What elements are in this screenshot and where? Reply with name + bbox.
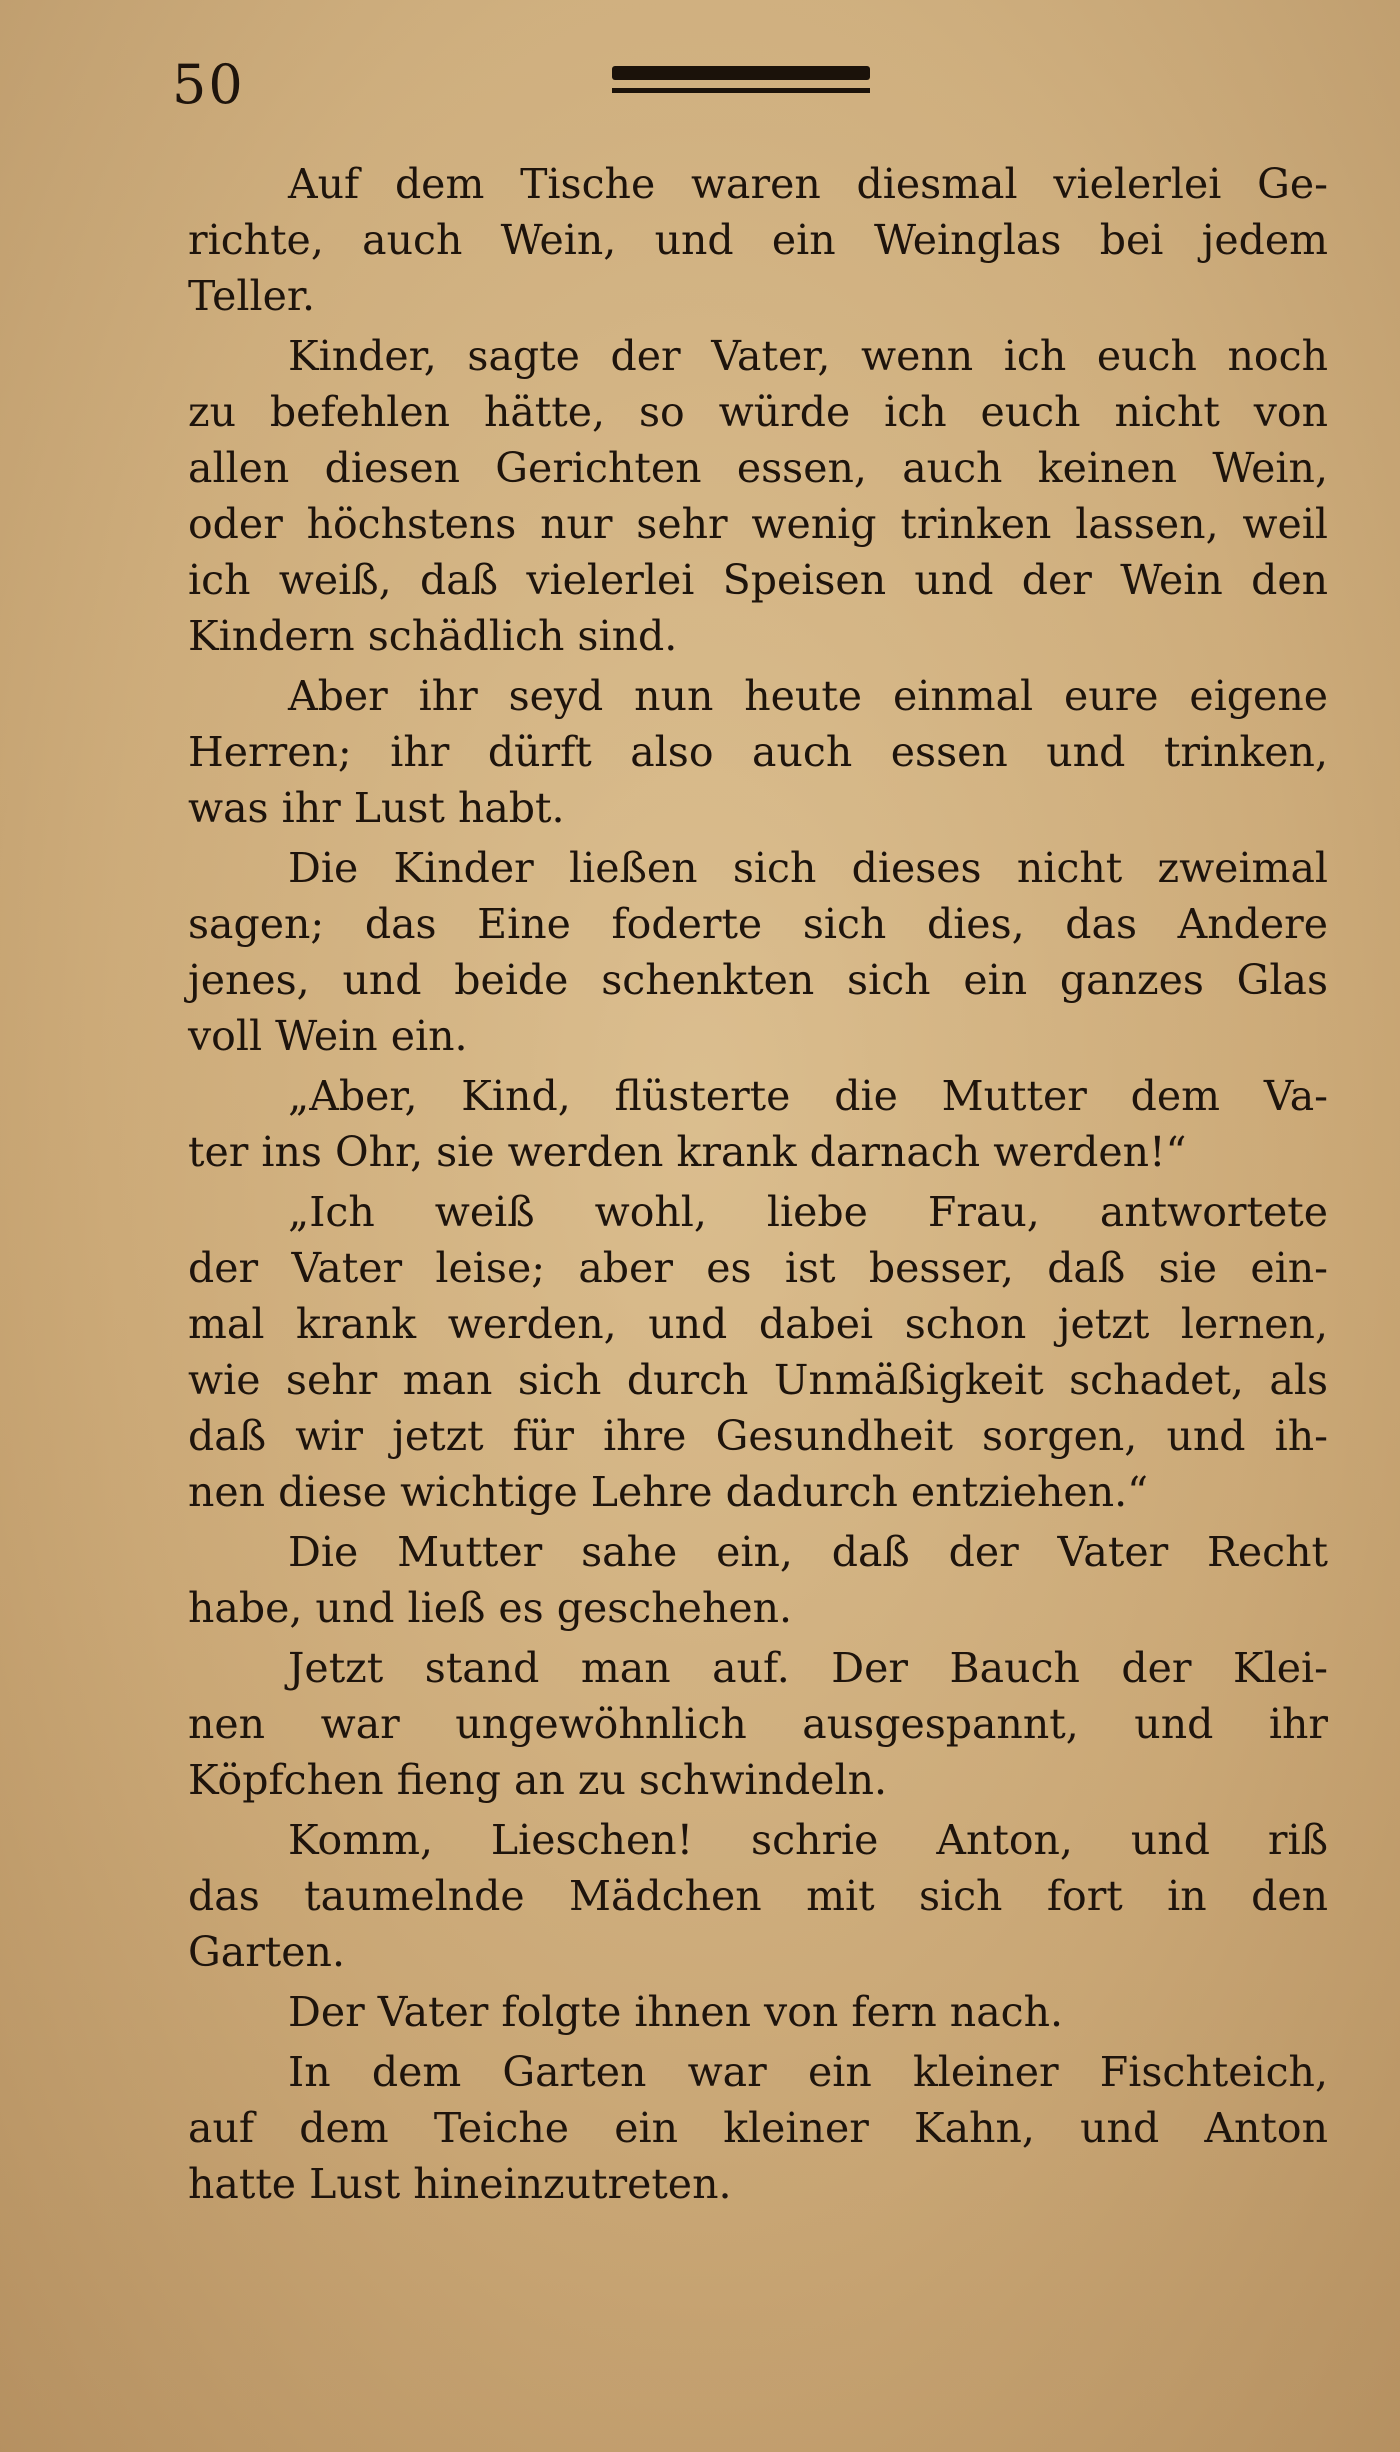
page-number: 50: [172, 53, 245, 116]
text-line: „Ich weiß wohl, liebe Frau, antwortete: [288, 1188, 1328, 1236]
text-line: voll Wein ein.: [188, 1012, 468, 1060]
text-line: Die Kinder ließen sich dieses nicht zweimal: [288, 844, 1328, 892]
text-line: habe, und ließ es geschehen.: [188, 1584, 793, 1632]
text-line: Die Mutter sahe ein, daß der Vater Recht: [288, 1528, 1328, 1576]
text-line: In dem Garten war ein kleiner Fischteich,: [288, 2048, 1328, 2096]
text-line: was ihr Lust habt.: [188, 784, 565, 832]
text-line: Jetzt stand man auf. Der Bauch der Klei-: [288, 1644, 1328, 1692]
text-line: Der Vater folgte ihnen von fern nach.: [288, 1988, 1064, 2036]
text-line: Garten.: [188, 1928, 345, 1976]
text-line: Herren; ihr dürft also auch essen und trinken,: [188, 728, 1328, 776]
text-line: jenes, und beide schenkten sich ein ganzes Glas: [188, 956, 1328, 1004]
text-line: Auf dem Tische waren diesmal vielerlei Ge-: [288, 160, 1328, 208]
text-line: zu befehlen hätte, so würde ich euch nicht von: [188, 388, 1328, 436]
text-line: auf dem Teiche ein kleiner Kahn, und Anton: [188, 2104, 1328, 2152]
text-line: Kindern schädlich sind.: [188, 612, 678, 660]
text-line: nen war ungewöhnlich ausgespannt, und ihr: [188, 1700, 1328, 1748]
text-line: allen diesen Gerichten essen, auch keinen Wein,: [188, 444, 1328, 492]
text-line: „Aber, Kind, flüsterte die Mutter dem Va-: [288, 1072, 1328, 1120]
text-line: wie sehr man sich durch Unmäßigkeit schadet, als: [188, 1356, 1328, 1404]
text-line: oder höchstens nur sehr wenig trinken lassen, weil: [188, 500, 1328, 548]
text-line: nen diese wichtige Lehre dadurch entziehen.“: [188, 1468, 1149, 1516]
text-line: mal krank werden, und dabei schon jetzt lernen,: [188, 1300, 1328, 1348]
text-line: Kinder, sagte der Vater, wenn ich euch noch: [288, 332, 1328, 380]
text-line: ich weiß, daß vielerlei Speisen und der Wein den: [188, 556, 1328, 604]
text-line: das taumelnde Mädchen mit sich fort in den: [188, 1872, 1328, 1920]
text-line: hatte Lust hineinzutreten.: [188, 2160, 732, 2208]
text-line: Aber ihr seyd nun heute einmal eure eigene: [288, 672, 1328, 720]
text-line: Teller.: [188, 272, 316, 320]
text-line: der Vater leise; aber es ist besser, daß sie ein-: [188, 1244, 1328, 1292]
text-line: sagen; das Eine foderte sich dies, das Andere: [188, 900, 1328, 948]
text-line: daß wir jetzt für ihre Gesundheit sorgen, und ih-: [188, 1412, 1328, 1460]
text-line: richte, auch Wein, und ein Weinglas bei jedem: [188, 216, 1328, 264]
body-text: [188, 156, 1328, 2212]
text-line: Köpfchen fieng an zu schwindeln.: [188, 1756, 888, 1804]
text-line: Komm, Lieschen! schrie Anton, und riß: [288, 1816, 1328, 1864]
header-rule-thin: [612, 88, 870, 93]
header-rule-ornament: [612, 66, 870, 100]
header-rule-thick: [612, 66, 870, 80]
text-line: ter ins Ohr, sie werden krank darnach werden!“: [188, 1128, 1187, 1176]
